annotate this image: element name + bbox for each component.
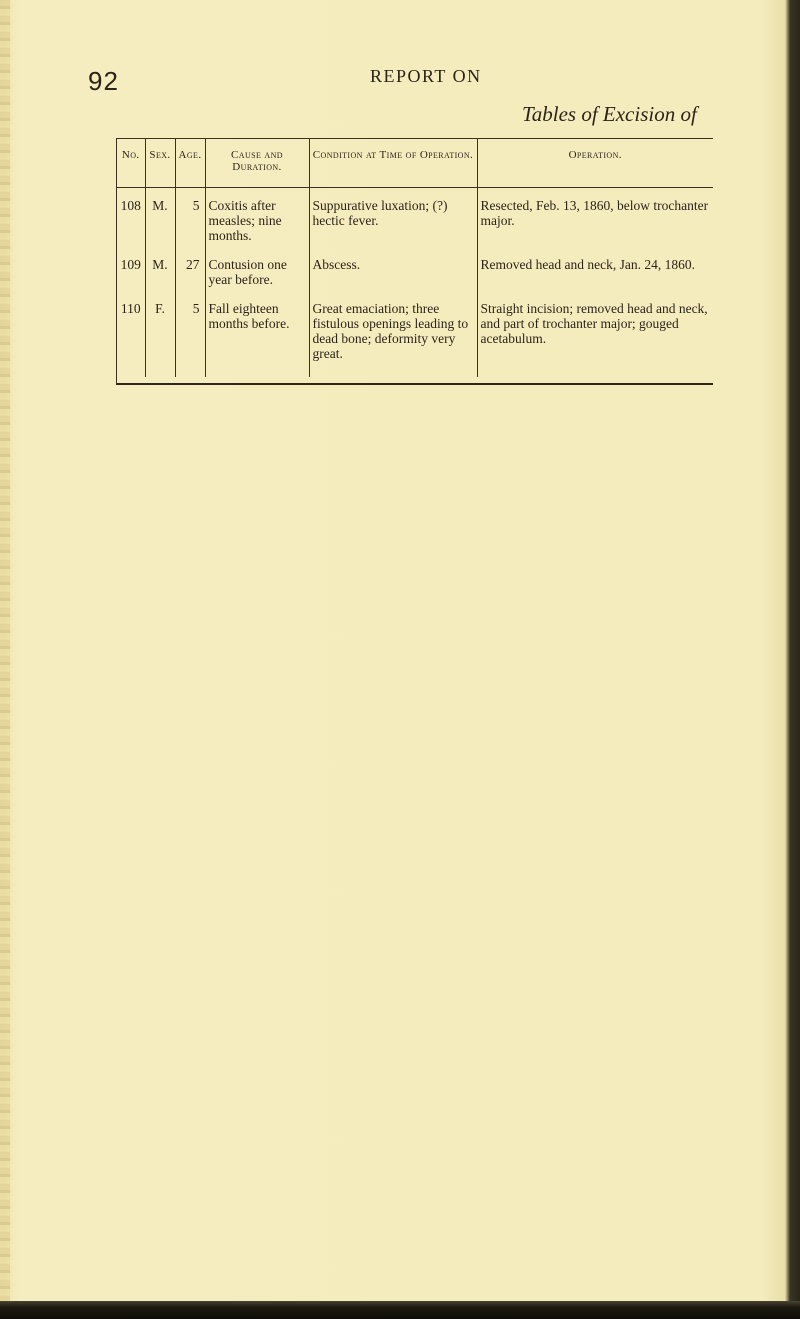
column-header-sex: Sex. — [145, 139, 175, 188]
cell-condition: Great emaciation; three fistulous openings leading to dead bone; deformity very great. — [309, 301, 477, 377]
cell-no: 108 — [117, 188, 145, 258]
column-header-age: Age. — [175, 139, 205, 188]
column-header-condition: Condition at Time of Operation. — [309, 139, 477, 188]
column-header-no: No. — [117, 139, 145, 188]
table-row — [117, 301, 713, 377]
cell-no: 109 — [117, 257, 145, 301]
running-head: REPORT ON — [370, 66, 482, 86]
cell-operation: Removed head and neck, Jan. 24, 1860. — [480, 257, 695, 272]
column-header-operation: Operation. — [477, 139, 713, 188]
cell-condition: Abscess. — [309, 257, 477, 301]
cell-operation: Straight incision; removed head and neck, and part of trochanter major; gouged acetabulum. — [480, 301, 708, 346]
page-number: 92 — [88, 66, 119, 96]
scan-edge-shadow — [0, 1301, 800, 1319]
table-row — [117, 188, 713, 258]
excision-table — [116, 138, 713, 385]
cell-age: 27 — [175, 257, 205, 301]
cell-cause: Fall eighteen months before. — [205, 301, 309, 377]
page-gutter — [0, 0, 10, 1319]
data-table — [117, 139, 713, 377]
cell-condition: Suppurative luxation; (?) hectic fever. — [309, 188, 477, 258]
cell-operation: Resected, Feb. 13, 1860, below trochanter major. — [480, 198, 709, 228]
cell-no: 110 — [117, 301, 145, 377]
column-header-cause: Cause and Duration. — [205, 139, 309, 188]
cell-cause: Contusion one year before. — [205, 257, 309, 301]
cell-sex: M. — [145, 257, 175, 301]
table-subtitle: Tables of Excision of — [522, 102, 697, 126]
cell-sex: F. — [145, 301, 175, 377]
cell-age: 5 — [175, 301, 205, 377]
table-row — [117, 257, 713, 301]
cell-sex: M. — [145, 188, 175, 258]
cell-age: 5 — [175, 188, 205, 258]
table-header-row — [117, 139, 713, 188]
cell-cause: Coxitis after measles; nine months. — [205, 188, 309, 258]
